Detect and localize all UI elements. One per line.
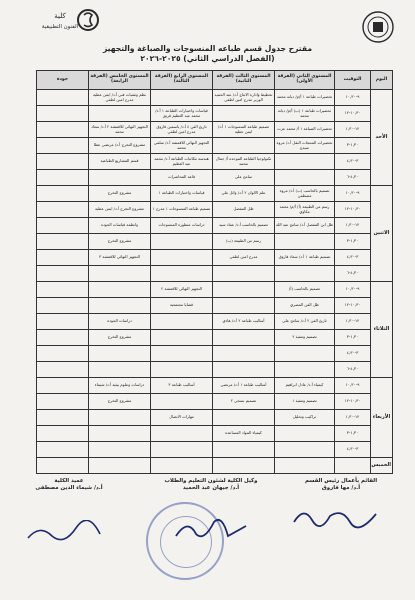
time-cell: ١٠,٣٠-١٢ [335, 394, 371, 410]
level-4-cell [151, 346, 213, 362]
time-cell: ٣-٤,٣٠ [335, 346, 371, 362]
level-3-cell: مدرج امين لطفي [213, 250, 275, 266]
quality-cell [37, 234, 89, 250]
level-2-cell: تصميم بالحاسب (أ) [275, 282, 335, 298]
time-cell: ١٢-١,٣٠ [335, 218, 371, 234]
level-5-cell: مشروع التخرج أ.د/ مرتضي عطا [89, 138, 151, 154]
level-5-cell: التجهيز النهائي للاقمشة ٣ [89, 250, 151, 266]
level-3-cell [213, 346, 275, 362]
level-2-cell: تصميم وتنفيذ ١ [275, 394, 335, 410]
level-2-cell [275, 266, 335, 282]
schedule-row [37, 106, 393, 122]
level-2-cell [275, 154, 335, 170]
level-4-cell: تصميم طباعه المنسوجات ١ مدرج ١ [151, 202, 213, 218]
quality-cell [37, 362, 89, 378]
level-3-cell [213, 266, 275, 282]
level-5-cell [89, 458, 151, 474]
quality-cell [37, 106, 89, 122]
level-3-cell: سامح علي [213, 170, 275, 186]
level-4-cell [151, 250, 213, 266]
time-cell: ١,٣٠-٣ [335, 138, 371, 154]
schedule-row [37, 282, 393, 298]
level-4-cell [151, 90, 213, 106]
time-cell [335, 458, 371, 474]
level-3-cell [213, 330, 275, 346]
level-4-cell: دراسات متطورة المنسوجات [151, 218, 213, 234]
schedule-row [37, 90, 393, 106]
level-4-cell: التجهيز النهائي للاقمشة ٢ [151, 282, 213, 298]
time-cell: ٤,٣٠-٦ [335, 266, 371, 282]
level-2-cell: تصميم طباعة ١ أ.د/ سعاد فاروق [275, 250, 335, 266]
level-3-cell [213, 362, 275, 378]
time-cell: ٩-١٠,٣٠ [335, 186, 371, 202]
day-cell: الأحد [371, 90, 393, 186]
level-4-cell [151, 314, 213, 330]
level-3-cell [213, 138, 275, 154]
level-5-cell: قسم المشاريع الطباعية [89, 154, 151, 170]
time-cell: ١,٣٠-٣ [335, 234, 371, 250]
quality-cell [37, 170, 89, 186]
quality-cell [37, 426, 89, 442]
schedule-row [37, 202, 393, 218]
column-header-level-4: المستوى الرابع (الفرقة الثالثة) [151, 71, 213, 90]
level-3-cell [213, 298, 275, 314]
level-3-cell [213, 458, 275, 474]
schedule-row [37, 266, 393, 282]
quality-cell [37, 154, 89, 170]
time-cell: ٣-٤,٣٠ [335, 250, 371, 266]
time-cell: ١٢-١,٣٠ [335, 122, 371, 138]
level-3-cell [213, 106, 275, 122]
time-cell: ١,٣٠-٣ [335, 330, 371, 346]
quality-cell [37, 122, 89, 138]
quality-cell [37, 90, 89, 106]
schedule-row [37, 218, 393, 234]
svg-text:كلية: كلية [54, 12, 66, 20]
column-header-level-2: المستوى الثاني (الفرقة الأولى) [275, 71, 335, 90]
level-3-cell: كيمياء المواد المساعدة [213, 426, 275, 442]
level-4-cell [151, 330, 213, 346]
level-4-cell: تاريخ الفن ٤ أ.د/ ياسمين فاروق مدرج امين لطفي [151, 122, 213, 138]
schedule-row [37, 346, 393, 362]
level-4-cell [151, 458, 213, 474]
time-cell: ٣-٤,٣٠ [335, 154, 371, 170]
schedule-row [37, 138, 393, 154]
column-header-level-3: المستوى الثالث (الفرقة الثانية) [213, 71, 275, 90]
level-2-cell: تصميم وتنفيذ ٢ [275, 330, 335, 346]
quality-cell [37, 266, 89, 282]
schedule-row [37, 362, 393, 378]
level-4-cell: قاعة المحاضرات [151, 170, 213, 186]
day-cell: الأربعاء [371, 378, 393, 458]
quality-cell [37, 298, 89, 314]
dean-name: أ.د/ شيماء الدين مصطفى [35, 485, 103, 491]
day-cell: الاثنين [371, 186, 393, 282]
schedule-row [37, 426, 393, 442]
time-cell: ١٠,٣٠-١٢ [335, 202, 371, 218]
level-5-cell: وانظمة قياسات الجودة [89, 218, 151, 234]
level-4-cell [151, 394, 213, 410]
quality-cell [37, 410, 89, 426]
schedule-body [37, 90, 393, 474]
level-5-cell: مشروع التخرج [89, 234, 151, 250]
level-5-cell [89, 266, 151, 282]
title-line-1: مقترح جدول قسم طباعه المنسوجات والصباغة والتجهيز [102, 44, 313, 53]
level-4-cell: أساليب طباعة ٣ [151, 378, 213, 394]
time-cell: ٩-١٠,٣٠ [335, 90, 371, 106]
level-5-cell: مشروع التخرج [89, 330, 151, 346]
column-header-day: اليوم [371, 71, 393, 90]
vice-dean-signature [170, 512, 250, 546]
level-3-cell: تصميم طباعه المنسوجات ١ أ.د/ ايمن عطية [213, 122, 275, 138]
dean-signature [24, 520, 104, 548]
schedule-row [37, 154, 393, 170]
level-2-cell: ظل ابن المفصل أ.د/ سامح عبد الله [275, 218, 335, 234]
time-cell: ٤,٣٠-٦ [335, 170, 371, 186]
level-3-cell: أساليب طباعة ٢ أ.د/ هادي [213, 314, 275, 330]
level-3-cell: تخطيط وادارة الانتاج أ.د/ عبد الحميد الوزير مدرج امين لطفي [213, 90, 275, 106]
level-5-cell [89, 362, 151, 378]
level-4-cell [151, 426, 213, 442]
level-5-cell [89, 106, 151, 122]
level-2-cell: تحضيرات المنتجات النقل أ.د/ مروة سيدع [275, 138, 335, 154]
level-3-cell: ظل المفصل [213, 202, 275, 218]
time-cell: ٤,٣٠-٦ [335, 362, 371, 378]
level-2-cell [275, 234, 335, 250]
level-2-cell [275, 458, 335, 474]
level-5-cell [89, 298, 151, 314]
level-2-cell: تراكيب وتحليل [275, 410, 335, 426]
level-4-cell [151, 362, 213, 378]
level-5-cell [89, 442, 151, 458]
level-2-cell: تحضيرات الصباغة ١ أ/ محمد عزت [275, 122, 335, 138]
schedule-row [37, 186, 393, 202]
level-5-cell: دراسات الجودة [89, 314, 151, 330]
level-3-cell: تكنولوجيا الطباعة الموحدة أ/ جمال محمد [213, 154, 275, 170]
schedule-row [37, 250, 393, 266]
time-cell: ٣-٤,٣٠ [335, 442, 371, 458]
level-2-cell: ظل الفن المصري [275, 298, 335, 314]
level-4-cell [151, 234, 213, 250]
schedule-row [37, 314, 393, 330]
document-title [0, 44, 415, 64]
schedule-row [37, 410, 393, 426]
time-cell: ١٢-١,٣٠ [335, 314, 371, 330]
quality-cell [37, 250, 89, 266]
quality-cell [37, 186, 89, 202]
quality-cell [37, 314, 89, 330]
level-5-cell: التجهيز النهائي للاقمشة ٢ أ.د/ سعاد محمد [89, 122, 151, 138]
schedule-row [37, 442, 393, 458]
quality-cell [37, 378, 89, 394]
level-2-cell: تاريخ الفن ٢ أ.د/ سامح علي [275, 314, 335, 330]
column-header-quality: جودة [37, 71, 89, 90]
time-cell: ٩-١٠,٣٠ [335, 378, 371, 394]
level-2-cell: تصميم بالحاسب (ب) أ.د/ مروة مصطفي [275, 186, 335, 202]
level-4-cell [151, 266, 213, 282]
level-3-cell [213, 410, 275, 426]
vice-dean-name: أ.د/ جيهان عبد الحميد [182, 485, 240, 491]
level-3-cell [213, 282, 275, 298]
signature-dean [14, 478, 124, 492]
schedule-row [37, 170, 393, 186]
level-5-cell: نظم وتقنيات فني أ.د/ ايمن عطية مدرج امين لطفي [89, 90, 151, 106]
level-3-cell: تصميم نسجي ٢ [213, 394, 275, 410]
faculty-logo [40, 6, 102, 38]
university-logo [361, 10, 395, 44]
level-5-cell: مشروع التخرج أ.د/ ايمن عطية [89, 202, 151, 218]
level-2-cell [275, 346, 335, 362]
day-cell: الثلاثاء [371, 282, 393, 378]
level-3-cell: رسم من الطبيعة (ب) [213, 234, 275, 250]
level-5-cell [89, 410, 151, 426]
level-5-cell: مشروع التخرج [89, 186, 151, 202]
level-4-cell: قضايا مجتمعية [151, 298, 213, 314]
schedule-row [37, 234, 393, 250]
quality-cell [37, 346, 89, 362]
level-5-cell [89, 346, 151, 362]
level-5-cell [89, 282, 151, 298]
schedule-row [37, 122, 393, 138]
level-2-cell [275, 426, 335, 442]
level-4-cell: التجهيز النهائي للاقمشة أ.د/ سلمي محمد [151, 138, 213, 154]
department-head-title: القائم بأعمال رئيس القسم [304, 478, 378, 484]
time-cell: ١,٣٠-٣ [335, 426, 371, 442]
quality-cell [37, 202, 89, 218]
level-2-cell: كيمياء أ.د/ عادل ابراهيم [275, 378, 335, 394]
quality-cell [37, 282, 89, 298]
level-2-cell [275, 362, 335, 378]
department-head-name: أ.د/ مها فاروق [321, 485, 361, 491]
quality-cell [37, 394, 89, 410]
signature-vice-dean [146, 478, 276, 492]
time-cell: ١٠,٣٠-١٢ [335, 106, 371, 122]
level-4-cell: قياسات واختبارات الطباعة ١ أ.د/ محمد عبد العظيم فريق [151, 106, 213, 122]
quality-cell [37, 442, 89, 458]
signature-department-head [281, 478, 401, 492]
time-cell: ١٠,٣٠-١٢ [335, 298, 371, 314]
column-header-time: التوقيت [335, 71, 371, 90]
schedule-row [37, 458, 393, 474]
time-cell: ١٢-١,٣٠ [335, 410, 371, 426]
department-head-signature [290, 502, 380, 532]
vice-dean-title: وكيل الكلية لشئون التعليم والطلاب [164, 478, 258, 484]
level-5-cell [89, 170, 151, 186]
level-2-cell [275, 442, 335, 458]
day-cell: الخميس [371, 458, 393, 474]
quality-cell [37, 218, 89, 234]
level-4-cell [151, 442, 213, 458]
schedule-row [37, 378, 393, 394]
quality-cell [37, 458, 89, 474]
level-4-cell: مهارات الاتصال [151, 410, 213, 426]
schedule-table-wrapper [36, 70, 392, 472]
schedule-table [36, 70, 393, 474]
level-4-cell: هندسة مكاتبات الطباعه أ.د/ محمد عبد العظيم [151, 154, 213, 170]
svg-text:الفنون التطبيقية: الفنون التطبيقية [41, 24, 79, 30]
schedule-row [37, 298, 393, 314]
level-3-cell: علم الالوان ٢ أ.د/ وائل علي [213, 186, 275, 202]
level-2-cell: تحضيرات طباعة ١ (ب) أ/م/ ديانه محمد [275, 106, 335, 122]
level-3-cell: تصميم بالحاسب أ.د/ عماد سيد [213, 218, 275, 234]
time-cell: ٩-١٠,٣٠ [335, 282, 371, 298]
level-3-cell: أساليب طباعة ١ أ.د/ مرتضي [213, 378, 275, 394]
level-5-cell: دراسات وعلوم بيئية أ.د/ شيماء [89, 378, 151, 394]
schedule-row [37, 330, 393, 346]
schedule-row [37, 394, 393, 410]
quality-cell [37, 330, 89, 346]
level-5-cell: مشروع التخرج [89, 394, 151, 410]
level-2-cell: رسم من الطبيعة (أ) أ/م/ محمد مكاوي [275, 202, 335, 218]
dean-title: عميد الكلية [54, 478, 84, 484]
title-line-2: (الفصل الدراسي الثاني) ٢٠٢٥-٢٠٢٦ [140, 54, 275, 63]
level-4-cell: قياسات واختبارات الطباعة ١ [151, 186, 213, 202]
column-header-level-5: المستوى الخامس (الفرقة الرابعة) [89, 71, 151, 90]
level-2-cell [275, 170, 335, 186]
level-2-cell: تحضيرات طباعة ١ أ/م/ ديانه محمد [275, 90, 335, 106]
level-3-cell [213, 442, 275, 458]
level-5-cell [89, 426, 151, 442]
quality-cell [37, 138, 89, 154]
header-row [37, 71, 393, 90]
